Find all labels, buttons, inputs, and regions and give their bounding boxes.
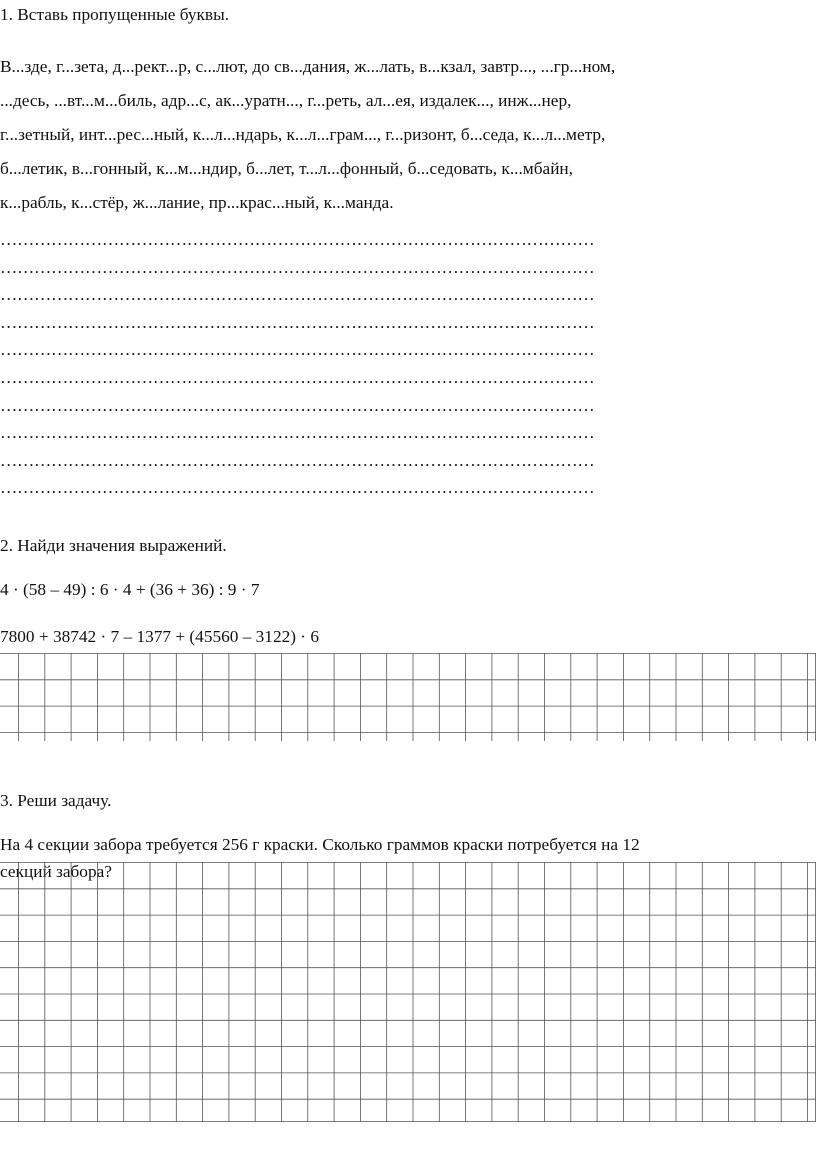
task2-expression-1: 4 · (58 – 49) : 6 · 4 + (36 + 36) : 9 · 7: [0, 580, 260, 599]
dotted-answer-line[interactable]: ……………………………………………………………………………………………: [0, 340, 595, 360]
task1-heading: 1. Вставь пропущенные буквы.: [0, 5, 230, 24]
word-line: г...зетный, инт...рес...ный, к...л...ндарь, к...л...грам..., г...ризонт, б...седа, к...л...метр,: [0, 125, 606, 144]
dotted-answer-line[interactable]: ……………………………………………………………………………………………: [0, 395, 595, 415]
graph-paper-grid[interactable]: [0, 862, 816, 1122]
task3-heading: 3. Реши задачу.: [0, 791, 112, 810]
dotted-answer-line[interactable]: ……………………………………………………………………………………………: [0, 257, 595, 277]
word-line: б...летик, в...гонный, к...м...ндир, б...лет, т...л...фонный, б...седовать, к...мбайн,: [0, 159, 574, 178]
word-line: к...рабль, к...стёр, ж...лание, пр...крас...ный, к...манда.: [0, 193, 394, 212]
graph-paper-grid[interactable]: [0, 653, 816, 741]
task2-heading: 2. Найди значения выражений.: [0, 536, 227, 555]
task3-answer-grid[interactable]: [0, 862, 816, 1122]
dotted-answer-line[interactable]: ……………………………………………………………………………………………: [0, 450, 595, 470]
task1-answer-area[interactable]: [0, 226, 816, 502]
dotted-answer-line[interactable]: ……………………………………………………………………………………………: [0, 285, 595, 305]
word-line: ...десь, ...вт...м...биль, адр...с, ак...уратн..., г...реть, ал...ея, издалек..., инж...нер,: [0, 91, 572, 110]
task2-expression-2: 7800 + 38742 · 7 – 1377 + (45560 – 3122) · 6: [0, 627, 320, 646]
problem-line: секций забора?: [0, 862, 112, 881]
dotted-answer-line[interactable]: ……………………………………………………………………………………………: [0, 230, 595, 249]
dotted-answer-line[interactable]: ……………………………………………………………………………………………: [0, 478, 595, 498]
problem-line: На 4 секции забора требуется 256 г краски. Сколько граммов краски потребуется на 12: [0, 835, 640, 854]
task2-answer-grid[interactable]: [0, 653, 816, 741]
dotted-answer-line[interactable]: ……………………………………………………………………………………………: [0, 312, 595, 332]
task1-word-list: [0, 50, 816, 220]
word-line: В...зде, г...зета, д...рект...р, с...лют, до св...дания, ж...лать, в...кзал, завтр..., ...гр...ном,: [0, 57, 616, 76]
dotted-answer-line[interactable]: ……………………………………………………………………………………………: [0, 423, 595, 443]
dotted-answer-line[interactable]: ……………………………………………………………………………………………: [0, 367, 595, 387]
